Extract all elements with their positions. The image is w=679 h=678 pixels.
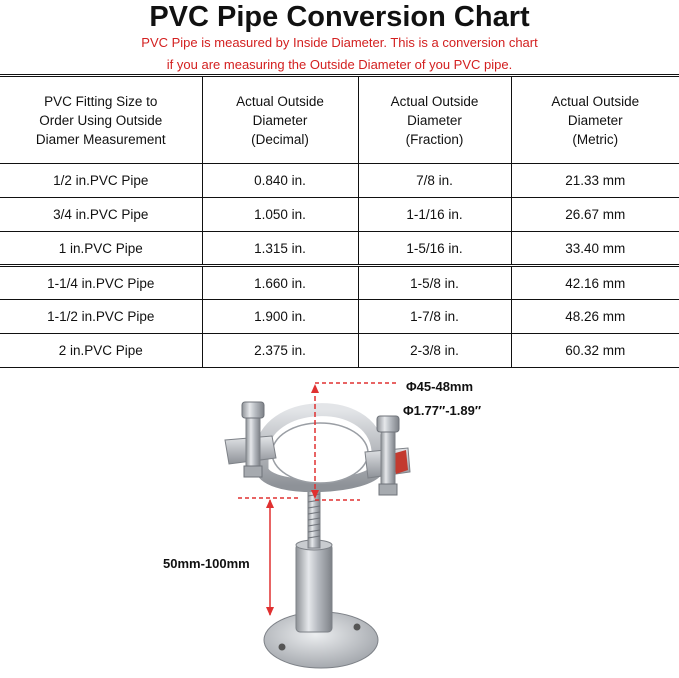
cell-fitting-size: 2 in.PVC Pipe bbox=[0, 334, 202, 368]
cell-decimal: 1.900 in. bbox=[202, 300, 358, 334]
cell-fraction: 7/8 in. bbox=[358, 164, 511, 198]
arrow-head-up bbox=[266, 499, 274, 508]
cell-fitting-size: 3/4 in.PVC Pipe bbox=[0, 198, 202, 232]
cell-metric: 26.67 mm bbox=[511, 198, 679, 232]
cell-metric: 33.40 mm bbox=[511, 232, 679, 266]
header-fitting-size bbox=[0, 76, 202, 164]
header-text: (Metric) bbox=[572, 131, 619, 147]
cell-fraction: 1-1/16 in. bbox=[358, 198, 511, 232]
arrow-head-up bbox=[311, 384, 319, 393]
cell-fitting-size: 1-1/2 in.PVC Pipe bbox=[0, 300, 202, 334]
cell-metric: 48.26 mm bbox=[511, 300, 679, 334]
header-text: Diameter bbox=[252, 112, 308, 128]
table-row bbox=[0, 266, 679, 300]
screw-head-left bbox=[242, 402, 264, 418]
cell-decimal: 1.660 in. bbox=[202, 266, 358, 300]
cell-decimal: 1.050 in. bbox=[202, 198, 358, 232]
table-row bbox=[0, 334, 679, 368]
header-fraction bbox=[358, 76, 511, 164]
cell-decimal: 2.375 in. bbox=[202, 334, 358, 368]
header-text: Actual Outside bbox=[390, 93, 479, 109]
header-metric bbox=[511, 76, 679, 164]
base-hole bbox=[279, 644, 286, 651]
screw-head-right bbox=[377, 416, 399, 432]
cell-fraction: 1-5/16 in. bbox=[358, 232, 511, 266]
header-text: Diameter bbox=[567, 112, 623, 128]
cell-metric: 42.16 mm bbox=[511, 266, 679, 300]
header-text: PVC Fitting Size to bbox=[44, 93, 158, 109]
cell-metric: 21.33 mm bbox=[511, 164, 679, 198]
pipe-clamp-photo bbox=[0, 372, 679, 678]
subtitle-line-2: if you are measuring the Outside Diameter of you PVC pipe. bbox=[166, 57, 513, 72]
header-text: Actual Outside bbox=[236, 93, 324, 109]
height-range-label: 50mm-100mm bbox=[163, 556, 250, 571]
diameter-metric-label: Φ45-48mm bbox=[406, 379, 474, 394]
screw-left bbox=[246, 414, 260, 470]
cell-fraction: 1-5/8 in. bbox=[358, 266, 511, 300]
base-hole bbox=[354, 624, 361, 631]
subtitle-line-1: PVC Pipe is measured by Inside Diameter. This is a conversion chart bbox=[141, 35, 538, 50]
arrow-head-down bbox=[266, 607, 274, 616]
cell-fraction: 2-3/8 in. bbox=[358, 334, 511, 368]
cell-fitting-size: 1-1/4 in.PVC Pipe bbox=[0, 266, 202, 300]
table-row bbox=[0, 300, 679, 334]
screw-right bbox=[381, 428, 395, 490]
clamp-ring-inner bbox=[272, 423, 368, 483]
cell-fraction: 1-7/8 in. bbox=[358, 300, 511, 334]
nut-left bbox=[244, 466, 262, 477]
conversion-table bbox=[0, 74, 679, 368]
cell-metric: 60.32 mm bbox=[511, 334, 679, 368]
header-text: Actual Outside bbox=[551, 93, 640, 109]
header-decimal bbox=[202, 76, 358, 164]
cell-decimal: 0.840 in. bbox=[202, 164, 358, 198]
table-row bbox=[0, 164, 679, 198]
diameter-imperial-label: Φ1.77″-1.89″ bbox=[403, 403, 482, 418]
header-text: (Fraction) bbox=[405, 131, 464, 147]
cell-fitting-size: 1/2 in.PVC Pipe bbox=[0, 164, 202, 198]
support-tube bbox=[296, 544, 332, 632]
header-text: Diameter bbox=[407, 112, 462, 128]
cell-fitting-size: 1 in.PVC Pipe bbox=[0, 232, 202, 266]
nut-right bbox=[379, 484, 397, 495]
table-row bbox=[0, 198, 679, 232]
table-header-row bbox=[0, 76, 679, 164]
page-title: PVC Pipe Conversion Chart bbox=[149, 1, 530, 33]
header-text: Order Using Outside bbox=[39, 112, 163, 128]
header-text: Diamer Measurement bbox=[35, 131, 166, 147]
table-row bbox=[0, 232, 679, 266]
header-text: (Decimal) bbox=[251, 131, 309, 147]
cell-decimal: 1.315 in. bbox=[202, 232, 358, 266]
